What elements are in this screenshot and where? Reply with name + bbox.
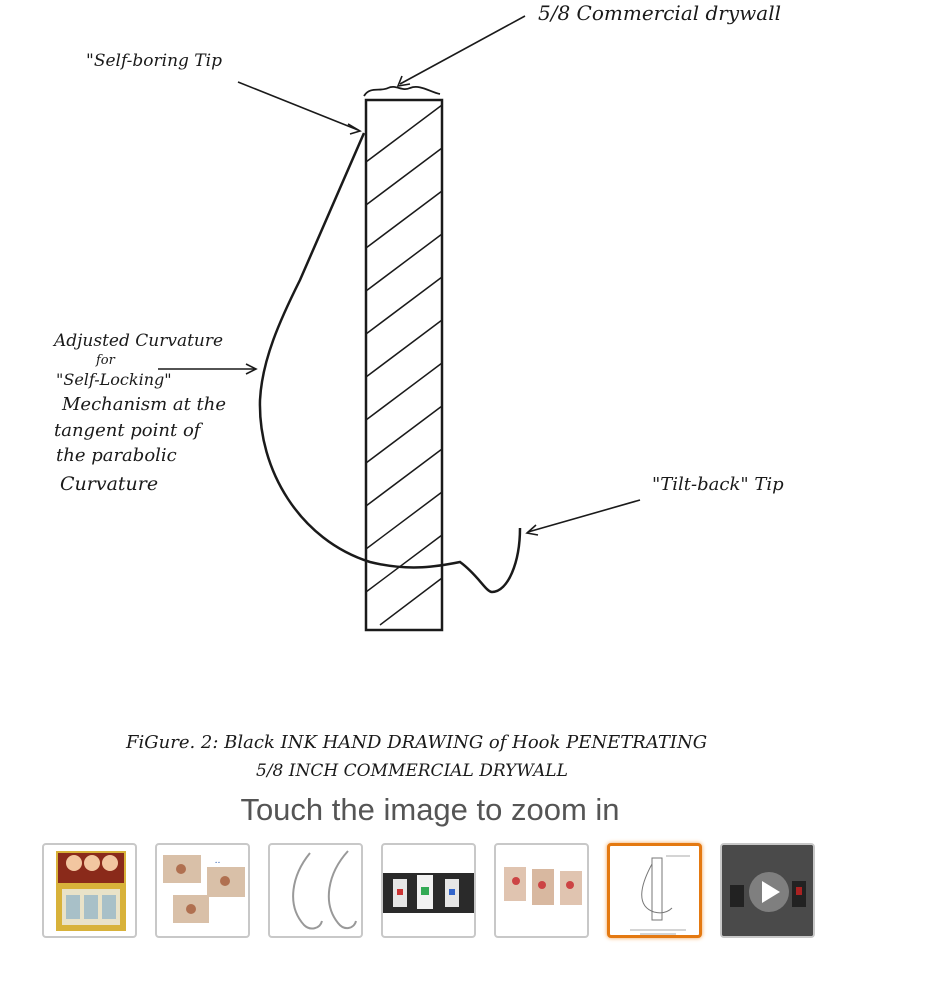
label-drywall: 5/8 Commercial drywall: [538, 1, 781, 25]
figure-caption-line2: 5/8 INCH COMMERCIAL DRYWALL: [256, 761, 568, 781]
label-curvature-5: tangent point of: [54, 420, 201, 441]
thumbnail-video[interactable]: [720, 843, 815, 938]
drywall-board: [366, 100, 442, 630]
svg-text:..: ..: [215, 856, 221, 866]
thumbnail-product-package[interactable]: [42, 843, 137, 938]
thumbnail-hook-drawing[interactable]: [607, 843, 702, 938]
label-curvature-4: Mechanism at the: [62, 394, 227, 415]
thumbnail-hook-shapes[interactable]: [268, 843, 363, 938]
hook-curve: [260, 133, 520, 592]
drywall-hatching: [366, 105, 442, 625]
thumbnail-hand-usage[interactable]: [155, 843, 250, 938]
thickness-brace: [364, 87, 440, 96]
label-curvature-7: Curvature: [60, 473, 159, 495]
label-curvature-3: "Self-Locking": [56, 370, 172, 389]
label-self-boring-tip: "Self-boring Tip: [86, 51, 222, 71]
annotation-arrows: [158, 16, 640, 535]
label-curvature-2: for: [96, 353, 115, 368]
zoom-hint: Touch the image to zoom in: [240, 792, 620, 827]
label-curvature-1: Adjusted Curvature: [54, 331, 224, 351]
thumbnail-hand-steps[interactable]: [494, 843, 589, 938]
thumbnail-wall-hooks[interactable]: [381, 843, 476, 938]
figure-caption-line1: FiGure. 2: Black INK HAND DRAWING of Hook PENETRATING: [126, 732, 708, 753]
label-tilt-back-tip: "Tilt-back" Tip: [652, 474, 784, 495]
label-curvature-6: the parabolic: [56, 445, 177, 466]
